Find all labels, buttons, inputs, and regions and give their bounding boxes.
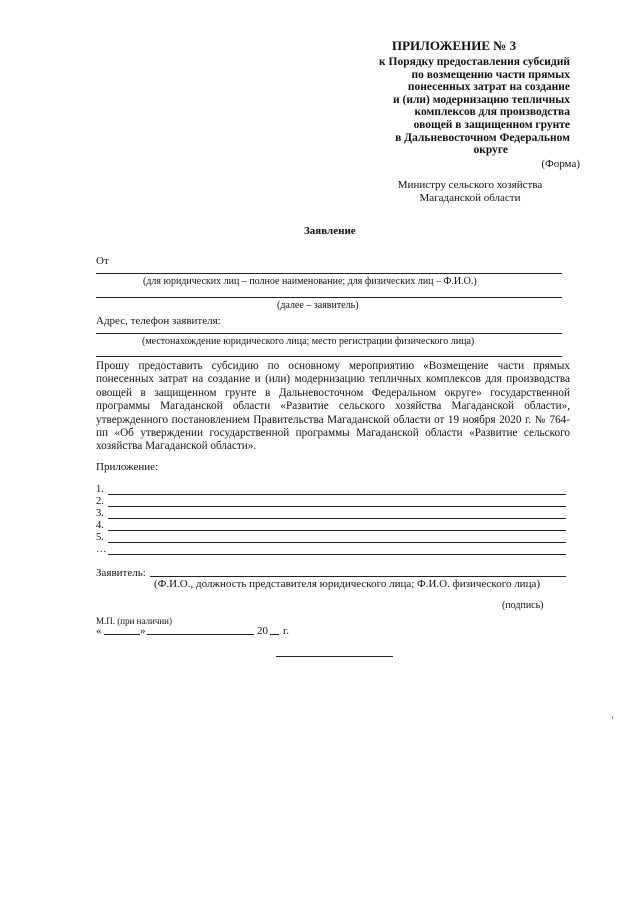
request-paragraph: Прошу предоставить субсидию по основному мероприятию «Возмещение части прямых понесенных затрат на создание и (или) модернизацию тепличных комплексов для производства овощей в защищенном грунте в Дальневосточном Федеральном округе» государственной программы Магаданской области «Развитие сельского хозяйства Магаданской области», утвержденного постановлением Правительства Магаданской области от 19 ноября 2020 г. № 764-пп «Об утверждении государственной программы Магаданской области «Развитие сельского хозяйства Магаданской области».: [96, 360, 570, 453]
attachment-item[interactable]: [96, 520, 566, 532]
subtitle-line: в Дальневосточном Федеральном: [395, 131, 570, 144]
subtitle-line: округе: [473, 144, 508, 157]
subtitle-line: комплексов для производства: [414, 106, 570, 119]
attachments-label: Приложение:: [96, 461, 159, 473]
address-line-2[interactable]: [96, 356, 562, 357]
appendix-title: ПРИЛОЖЕНИЕ № 3: [392, 38, 517, 53]
caption-location: (местонахождение юридического лица; место регистрации физического лица): [142, 336, 475, 347]
attachment-item[interactable]: [96, 496, 566, 508]
year-suffix: г.: [283, 625, 290, 637]
applicant-name-line[interactable]: [96, 273, 562, 274]
subtitle-line: и (или) модернизацию тепличных: [393, 93, 570, 106]
attachment-number: 1.: [96, 484, 104, 495]
date-month-line[interactable]: [147, 634, 254, 635]
attachment-number: 5.: [96, 532, 104, 543]
date-day-line[interactable]: [104, 634, 140, 635]
caption-applicant-name: (для юридических лиц – полное наименование; для физических лиц – Ф.И.О.): [143, 276, 477, 287]
addressee-line: Магаданской области: [419, 192, 521, 204]
subtitle-line: по возмещению части прямых: [411, 68, 570, 81]
applicant-person-line[interactable]: [150, 576, 566, 577]
stamp-note: М.П. (при наличии): [96, 616, 172, 626]
subtitle-line: понесенных затрат на создание: [407, 81, 570, 94]
attachment-number: …: [96, 544, 107, 555]
date-year-line[interactable]: [270, 634, 279, 635]
bottom-divider: [276, 656, 393, 657]
attachment-number: 3.: [96, 508, 104, 519]
address-label: Адрес, телефон заявителя:: [96, 315, 221, 327]
attachment-item[interactable]: [96, 532, 566, 544]
attachment-number: 4.: [96, 520, 104, 531]
caption-hereinafter: (далее – заявитель): [277, 300, 359, 311]
date-close-quote: »: [140, 625, 146, 637]
addressee-block: [380, 179, 560, 205]
attachment-number: 2.: [96, 496, 104, 507]
from-label: От: [96, 255, 109, 267]
appendix-subtitle: [330, 56, 570, 157]
caption-signature: (подпись): [502, 600, 544, 611]
subtitle-line: к Порядку предоставления субсидий: [379, 56, 570, 68]
attachment-item[interactable]: [96, 544, 566, 556]
document-title: Заявление: [304, 225, 356, 237]
attachment-item[interactable]: [96, 508, 566, 520]
address-line[interactable]: [96, 333, 562, 334]
caption-person: (Ф.И.О., должность представителя юридического лица; Ф.И.О. физического лица): [154, 578, 541, 590]
addressee-line: Министру сельского хозяйства: [397, 179, 543, 191]
scan-artifact: [612, 716, 613, 719]
form-label: (Форма): [541, 158, 580, 170]
applicant-name-line-2[interactable]: [96, 297, 562, 298]
date-open-quote: «: [96, 625, 102, 637]
year-prefix: 20: [257, 625, 268, 637]
applicant-signature-label: Заявитель:: [96, 567, 146, 579]
subtitle-line: овощей в защищенном грунте: [413, 118, 570, 131]
attachment-item[interactable]: [96, 484, 566, 496]
